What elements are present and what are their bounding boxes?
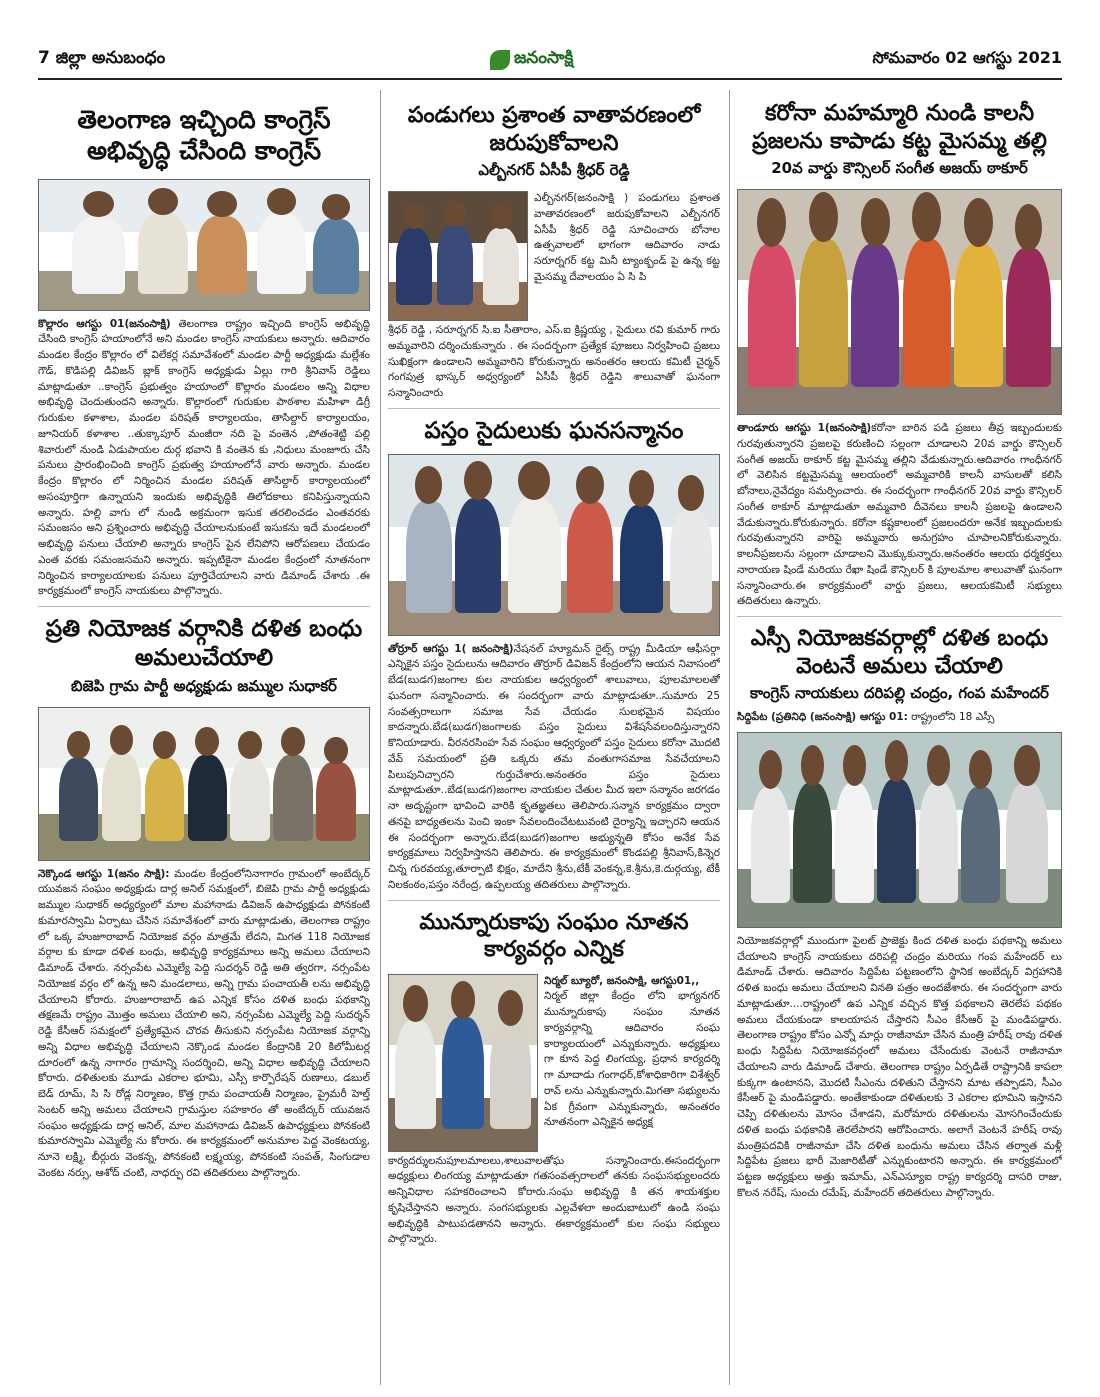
article-text: మండల కేంద్రంలోనినాగారం గ్రామంలో అంబేద్కర్ యువజన సంఘం అధ్యక్షుడు దార్ల అనిల్ సమక్షంలో, బిజెపి గ్రామ పార్టీ అధ్యక్షుడు జమ్ముల సుధాకర్ అధ్యర్యంలో మాల మహానాడు డివిజన్ ఉపాధ్యక్షుడు పోనకంటి కుమారస్వామి ఏర్పాటు చేసిన సమావేశంలో వారు మాట్లాడుతు, తెలంగాణ రాష్ట్రం లో ఒక్క హుజూరాబాద్ నియోజక వర్గం మాత్రమే లేదని, మిగత 118 నియోజక వర్గాల కు కూడా దళిత బంధు, అభివృద్ధి కార్యక్రమాలు అన్ని అమలు చేయాలని డిమాండ్ చేశారు. నర్సంపేట ఎమ్మెల్యే పెద్ది సుదర్శన్ రెడ్డి అతి త్వరగా, నర్సంపేట నియోజక వర్గం లో ఉన్న అని మండలాలు, అన్ని గ్రామ పంచాయతీ లను అభివృద్ధి చేయాలని కోరారు. హుజూరాబాద్ ఉప ఎన్నిక కోసం దళిత బంధు పథకాన్ని తక్షణమే రాష్ట్రం మొత్తం అమలు చేయాలి అని, నర్సంపేట ఎమ్మెల్యే పెద్ది సుదర్శన్ రెడ్డి కేసీఆర్ సమక్షంలో ప్రత్యేకమైన చొరవ తీసుకుని నర్సంపేట నియోజక వర్గాన్ని అన్ని విధాల అభివృద్ధి చేయాలని నెక్కొండ మండల కేంద్రానికి 20 కిలోమీటర్ల దూరంలో ఉన్న నాగారం గ్రామాన్ని సందర్శించి, అన్ని విధాల అభివృద్ధి చేయాలని కోరారు. దళితులకు మూడు ఎకరాల భూమి, ఎస్సీ కార్పొరేషన్ రుణాలు, డబుల్ బెడ్ రూమ్, సి సి రోడ్ల నిర్మాణం, కొత్త గ్రామ పంచాయతీ నిర్మాణం, ప్రైమరీ హెల్త్ సెంటర్ అన్ని అమలు చేయాలని గ్రామస్తుల సహకారం తో అంబేద్కర్ యువజన సంఘం అధ్యక్షుడు దార్ల అనిల్, మాల మహానాడు డివిజన్ ఉపాధ్యక్షులు పోనకంటి కుమారస్వామి ఎమ్మెల్యే ను కోరారు. ఈ కార్యక్రమంలో అనుమాల పెద్ద వెంకటయ్య, నూనె లక్ష్మి, బీర్గురు వెంకన్న, పోనకంటి లక్ష్మయ్య, పోనకంటి సంపత్, సింగుడాల వెంకట నర్సు, ఆశోద్ చంటి, నాధర్పు రవి తదితరులు పాల్గొన్నారు. [38, 867, 370, 1179]
column-divider [380, 90, 381, 1385]
column-1 [38, 96, 370, 1386]
leaf-icon [490, 50, 510, 70]
article-text: రాష్ట్రంలోని 18 ఎస్సీ [911, 711, 995, 723]
dateline: సిద్దిపేట (ప్రతినిధి (జనంసాక్షి) ఆగస్టు 01: [737, 711, 908, 723]
article-text: తెలంగాణ రాష్ట్రం ఇచ్చింది కాంగ్రెస్ అభివృద్ధి చేసింది కాంగ్రెస్ హయాంలోనే అని మండల కాంగ్రెస్ నాయకులు అన్నారు. ఆదివారం మండల కేంద్రం కొల్లారం లో విలేకర్ల సమావేశంలో మండల పార్టీ అధ్యక్షుడు మల్లేశం గౌడ్, కొడిపల్లి డివిజన్ బ్లాక్ కాంగ్రెస్ అధ్యక్షుడు ఏల్లు గారి శ్రీనివాస్ రెడ్డిలు మాట్లాడుతూ ..కాంగ్రెస్ ప్రభుత్వం హయాంలో కొల్లారం మండలం అన్ని విధాల అభివృద్ధి చెందుతుందని అన్నారు. కొల్లారంలో గురుకుల పాఠశాల మహిళా డిగ్రీ గురుకుల కళాశాల, మండల పరిషత్ కార్యాలయం, తాసిల్దార్ కార్యాలయం, జూనియర్ కళాశాల ..తుక్కాపూర్ మంజీరా నది పై వంతెన ,పోతంశెట్టి పల్లి శివారులో నుండి ఏడుపాయల దుర్గ భవాని కి వంతెన కు ,నిధులు మంజూరు చేసి పనులు ప్రారంభించింది కాంగ్రెస్ ప్రభుత్వ హయాంలోనే వారు అన్నారు. మండల కేంద్రం కొల్లారం లో నిర్మించిన మండల పరిషత్ తాసిల్దార్ కార్యాలయంలో అసంపూర్తిగా ఉన్నాయని ఇందుకు అభివృద్ధికి తిలోదకాలు కనిపిస్తున్నాయని అన్నారు. హల్లి వాగు లో నుండి అక్రమంగా ఇసుక తరలించడం ఎంతవరకు సమంజసం అని ప్రశ్నించారు అభివృద్ధి చేయాలనుకుంటే ఇసుకను ఇదే మండలంలో అభివృద్ధి పనులు చేయాలి అన్నారు కాంగ్రెస్ పైన లేనిపోని ఆరోపణలు చేయడం ఎంత వరకు సమంజసమని అన్నారు. ఇప్పటికైనా మండల కేంద్రంలో నూతనంగా నిర్మించిన కార్యాలయాలకు పనులు పూర్తిచేయాలని వారు డిమాండ్ చేశారు .ఈ కార్యక్రమంలో కాంగ్రెస్ నాయకులు పాల్గొన్నారు. [38, 317, 370, 598]
headline: పస్తం సైదులుకు ఘనసన్మానం [424, 417, 684, 444]
news-photo [38, 707, 370, 861]
newspaper-logo [490, 42, 620, 78]
headline: ఎస్సీ నియోజకవర్గాల్లో దళిత బంధు వెంటనే అమలు చేయాలి [750, 626, 1049, 679]
news-photo [388, 191, 528, 321]
news-photo [737, 189, 1062, 415]
news-photo [388, 974, 538, 1152]
article-body [388, 642, 720, 894]
article-body: కార్యదర్శులనుపూలమాలలు,శాలువాలతోఘ సన్మానించారు.ఈసందర్భంగా అధ్యక్షులు లింగయ్య మాట్లాడుతూ గతసంవత్సరాలలో తనకు సంఘసభ్యులందరు అన్నివిధాల సహకరించాలని కోరారు.సంఘ అభివృద్ధి కి తన శాయశక్తుల కృషిచేస్తానని అన్నారు. సంగసభ్యులకు ఎల్లవేళలా అందుబాటులో ఉండి సంఘ అభివృద్ధికి పాటుపడతానని అన్నారు. ఈకార్యక్రమంలో కుల సంఘ సభ్యులు పాల్గొన్నారు. [388, 1154, 720, 1246]
news-photo [737, 732, 1062, 928]
subheadline: 20వ వార్డు కౌన్సిలర్ సంగీత అజయ్ ఠాకూర్ [771, 159, 1028, 177]
article-text: నేషనల్ హ్యూమన్ రైట్స్ రాష్ట్ర మీడియా ఆఫీసర్గా ఎన్నికైన పస్తం సైదులును ఆదివారం తొర్రూర్ డివిజన్ కేంద్రంలోని ఆయన నివాసంలో బేడ(బుడగ)జంగాల కుల నాయకుల ఆధ్వర్యంలో శాలువాలు, పూలమాలలతో ఘనంగా సన్మానించారు. ఈ సందర్భంగా వారు మాట్లాడుతూ..సుమారు 25 సంవత్సరాలుగా సమాజ సేవ చేయడం సులభమైన విషయం కాదన్నారు.బేడ(బుడగ)జంగాలకు పస్తం సైదులు విశేషసేవలందిస్తున్నారని కొనియాడారు. వీరనరసింహ సేవ సంఘం ఆధ్వర్యంలో పస్తం సైదులు కరోనా మొదటి వేవ్ సమయంలో ప్రతి ఒక్కరు తమ వంతుగాసమాజ సేవచేయాలని పిలుపునిచ్చారని గుర్తుచేశారు.అనంతరం పస్తం సైదులు మాట్లాడుతూ..బేడ(బుడగ)జంగాల నాయకుల చేతుల మీద ఇలా సన్మానం జరగడం నా అదృష్టంగా భావించి వారికి కృతజ్ఞతలు తెలిపారు.సన్మాన కార్యక్రమం ద్వారా తనపై బాధ్యతలను పెంచి ఇంకా సేవలందించేటటువంటి దైర్యాన్ని ఇచ్చారని ఆయన ఈ సందర్భంగా అన్నారు.బేడ(బుడగ)జంగాల అభ్యున్నతి కోసం అనేక సేవ కార్యక్రమాలు నిర్వహిస్తానని తెలిపారు. ఈ కార్యక్రమంలో కొండపల్లి శ్రీనివాస్,కిన్నెర చిన్న గురవయ్య,తూర్పాటి భిక్షం, మాదేని శ్రీను,టేకీ వెంకన్న,కె.శ్రీను,కె.దుర్గయ్య, టేకీ నిలకంఠం,పస్తం నరేంద్ర, ఉప్పలయ్య తదితరులు పాల్గొన్నారు. [388, 642, 720, 891]
article-body [737, 421, 1062, 610]
subheadline: కాంగ్రెస్ నాయకులు దరిపల్లి చంద్రం, గంప మహేందర్ [750, 684, 1049, 702]
dateline: నిర్మల్ బ్యూరో, జనంసాక్షి, ఆగస్టు01,, [544, 974, 700, 987]
dateline: తాండూరు ఆగస్టు 1(జనంసాక్షి) [737, 422, 872, 434]
headline: తెలంగాణ ఇచ్చింది కాంగ్రెస్ అభివృద్ధి చేసింది కాంగ్రెస్ [77, 105, 331, 166]
column-divider [729, 90, 730, 1385]
logo-text: జనంసాక్షి [514, 48, 574, 68]
page-label: 7 జిల్లా అనుబంధం [38, 48, 166, 68]
dateline: కొల్లారం ఆగస్టు 01(జనంసాక్షి) [38, 317, 171, 330]
headline: పండుగలు ప్రశాంత వాతావరణంలో జరుపుకోవాలని [407, 103, 701, 156]
headline: కరోనా మహమ్మారి నుండి కాలనీ ప్రజలను కాపాడు కట్ట మైసమ్మ తల్లి [752, 101, 1047, 154]
article-body [737, 710, 1062, 726]
article-text: కరోనా బారిన పడి ప్రజలు తీవ్ర ఇబ్బందులకు గురవుతున్నారని ప్రజలపై కరుణించి సల్లంగా చూడాలని 20వ వార్డు కౌన్సిలర్ సంగీత అజయ్ ఠాకూర్ కట్ట మైసమ్మ తల్లిని వేడుకున్నారు.ఆదివారం గాంధీనగర్ లో వెలిసిన కట్టమైసమ్మ ఆలయంలో అమ్మవారికి కాలనీ వాసులతో కలిసి బోనాలు,నైవేద్యం సమర్పించారు. ఈ సందర్భంగా గాంధీనగర్ 20వ వార్డు కౌన్సిలర్ సంగీత ఠాకూర్ మాట్లాడుతూ అమ్మవారి దీవెనలు కాలనీ ప్రజలపై ఉండాలని వేడుకున్నారు.కోరుకున్నారు. కరోనా కష్టకాలంలో ప్రజలందరూ అనేక ఇబ్బందులకు గురవుతున్నారని వారిపై అమ్మవారు అనుగ్రహం చూపాలనికోరుకున్నారు. కాలనీప్రజలను సల్లంగా చూడాలని మొక్కుకున్నారు.అనంతరం ఆలయ ధర్మకర్తలు నారాయణ షిండే మరియు రేఖా షిండే కౌన్సిలర్ కి పూలమాల శాలువాతో ఘనంగా సన్మానించారు.ఈ కార్యక్రమంలో వార్డు ప్రజలు, ఆలయకమిటీ సభ్యులు తదితరులు ఉన్నారు. [737, 422, 1062, 608]
headline: ప్రతి నియోజక వర్గానికి దళిత బంధు అమలుచేయాలి [45, 616, 363, 671]
news-photo [388, 454, 720, 636]
masthead [38, 42, 1062, 82]
subheadline: ఎల్బీనగర్ ఏసీపీ శ్రీధర్ రెడ్డి [478, 161, 630, 179]
news-photo [38, 179, 370, 311]
column-2 [388, 96, 720, 1386]
headline: మున్నూరుకాపు సంఘం నూతన కార్యవర్గం ఎన్నిక [419, 909, 689, 962]
masthead-rule [38, 78, 1062, 80]
column-3 [737, 96, 1062, 1386]
article-body: శ్రీధర్ రెడ్డి , సరూర్నగర్ సి.ఐ సీతారాం, ఎస్.ఐ క్రిష్ణయ్య , సైదులు రవి కుమార్ గారు అమ్మవారిని దర్శించుకున్నారు . ఈ సందర్భంగా ప్రత్యేక పూజలు నిర్వహించి ప్రజలు సుఖిక్షంగా ఉండాలని అమ్మవారిని కోరుకున్నారు అనంతరం ఆలయ కమిటీ చైర్మన్ గంగపుత్ర భాస్కర్ అధ్వర్యంలో ఏసీపీ శ్రీధర్ రెడ్డిని శాలువాతో ఘనంగా సన్మానించారు [388, 324, 720, 399]
subheadline: బిజెపి గ్రామ పార్టీ అధ్యక్షుడు జమ్ముల సుధాకర్ [71, 676, 337, 695]
article-body [38, 317, 370, 601]
article-body [38, 867, 370, 1182]
article-body: ఎల్బీనగర్(జనంసాక్షి ) పండుగలు ప్రశాంత వాతావరణంలో జరుపుకోవాలని ఎల్బీనగర్ ఏసీపీ శ్రీధర్ రెడ్డి సూచించారు బోనాల ఉత్సవాలలో భాగంగా ఆదివారం నాడు సరూర్నగర్ కట్ట మినీ ట్యాంక్బండ్ పై ఉన్న కట్ట మైసమ్మ దేవాలయం ఏ సి పి [534, 192, 720, 283]
dateline: నెక్కొండ ఆగస్టు 1(జనం సాక్షి): [38, 867, 170, 880]
article-body: నిర్మల్ జిల్లా కేంద్రం లోని భాగ్యనగర్ మున్నూరుకాపు సంఘం నూతన కార్యవర్గాన్ని ఆదివారం సంఘ కార్యాలయంలో ఎన్నుకున్నారు. అధ్యక్షులు గా కూన పెద్ద లింగయ్య, ప్రధాన కార్యదర్శి గా మాదాడు గంగాధర్,కోశాధికారిగా విశేశ్వర్ రావ్ లను ఎన్నుకున్నారు.మిగతా సభ్యులను ఏక గ్రీవంగా ఎన్నుకున్నారు, అనంతరం నూతనంగా ఎన్నికైన అధ్యక్ష [544, 990, 720, 1129]
article-body: నియోజకవర్గాల్లో ముందుగా పైలట్ ప్రాజెక్టు కింద దళిత బంధు పథకాన్ని అమలు చేయాలని కాంగ్రెస్ నాయకులు దరిపల్లి చంద్రం మరియు గంప మహేందర్ లు డిమాండ్ చేశారు. ఆదివారం సిద్దిపేట పట్టణంలోని స్థానిక అంబేద్కర్ విగ్రహానికి దళిత బంధు అమలు చేయాలని వినతి పత్రం అందజేశారు. ఈ సందర్భంగా వారు మాట్లాడుతూ....రాష్ట్రంలో ఉప ఎన్నిక వచ్చిన కొత్త పథకాలని తెరలేప పథకం అమలు చేయకుండా కాలయాపన చేస్తారని సీఎం కేసీఆర్ పై మండిపడ్డారు. తెలంగాణ రాష్ట్రం కోసం ఎన్నో మార్లు రాజీనామా చేసిన మంత్రి హరీష్ రావు దళిత బంధు సిద్దిపేట నియోజకవర్గంలో అమలు చేసేందుకు వెంటనే రాజీనామా చేయాలని వారు డిమాండ్ చేశారు. తెలంగాణ రాష్ట్రం ఏర్పడితే రాష్ట్రానికి కాపలా కుక్కగా ఉంటానని, మొదటి సీఎంను దళితుని చేస్తానని మాట తప్పాడని, సీఎం కేసీఆర్ పై మండిపడ్డారు. అంతేకాకుండా దళితులకు 3 ఎకరాల భూమిని ఇస్తానని చెప్పి దళితులను మోసం చేశాడని, మరోమారు దళితులను మోసగించేందుకు దళిత బంధు పథకానికి తెరలేపారని ఆరోపించారు. అలాగే వెంటనే హరీష్ రావు మంత్రిపదవికి రాజీనామా చేసి దళిత బంధును అమలు చేసిన తర్వాత మళ్లీ సిద్దిపేట ప్రజలు భారీ మెజారిటీతో ఎన్నుకుంటారని అన్నారు. ఈ కార్యక్రమంలో పట్టణ అధ్యక్షులు అత్తు ఇమామ్, ఎన్ఎస్యూఐ రాష్ట్ర కార్యదర్శి దాసరి రాజు, కొలన నరేష్, సుంచు రమేష్, మహేందర్ తదితరులు పాల్గొన్నారు. [737, 934, 1062, 1199]
issue-date: సోమవారం 02 ఆగస్టు 2021 [872, 48, 1062, 67]
dateline: తోర్రూర్ ఆగస్టు 1( జనంసాక్షి) [388, 642, 514, 655]
